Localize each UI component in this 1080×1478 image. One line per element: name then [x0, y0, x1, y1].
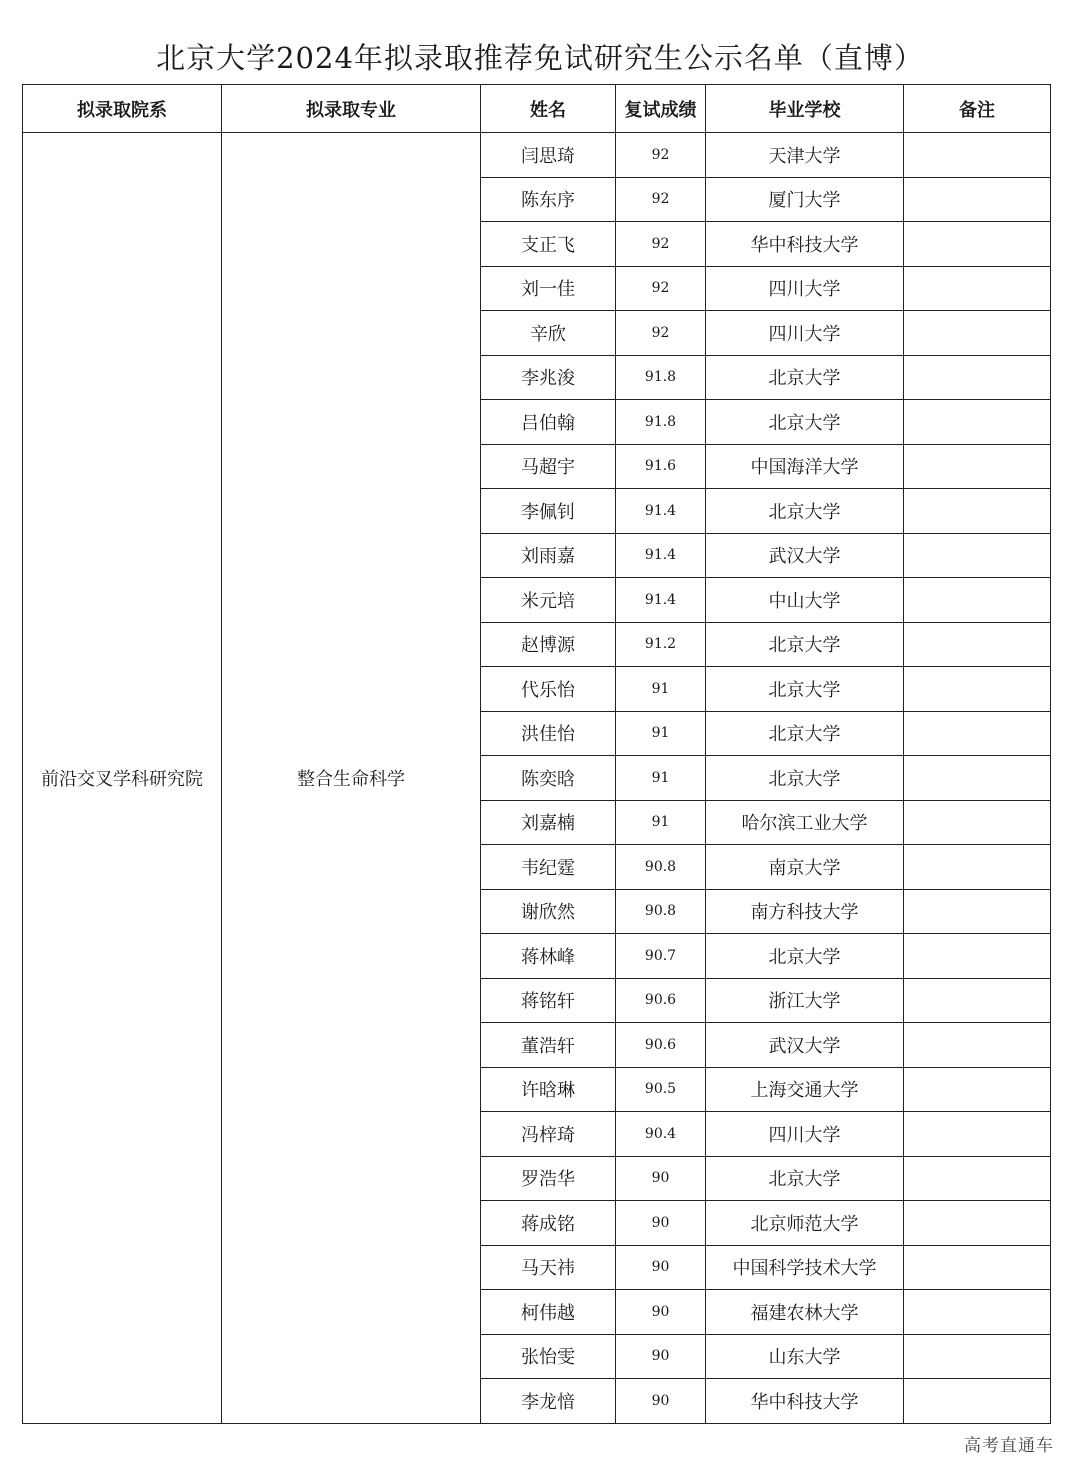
name-cell: 韦纪霆 [481, 845, 616, 890]
note-cell [904, 266, 1051, 311]
school-cell: 四川大学 [706, 266, 904, 311]
name-cell: 辛欣 [481, 311, 616, 356]
table-row [23, 133, 1051, 178]
score-cell: 90 [616, 1334, 706, 1379]
note-cell [904, 978, 1051, 1023]
school-cell: 四川大学 [706, 1112, 904, 1157]
column-header-major: 拟录取专业 [222, 85, 481, 133]
name-cell: 蒋林峰 [481, 934, 616, 979]
score-cell: 90.4 [616, 1112, 706, 1157]
school-cell: 北京大学 [706, 934, 904, 979]
column-header-school: 毕业学校 [706, 85, 904, 133]
school-cell: 中国科学技术大学 [706, 1245, 904, 1290]
school-cell: 上海交通大学 [706, 1067, 904, 1112]
school-cell: 北京大学 [706, 489, 904, 534]
score-cell: 90.6 [616, 1023, 706, 1068]
column-header-score: 复试成绩 [616, 85, 706, 133]
school-cell: 北京师范大学 [706, 1201, 904, 1246]
note-cell [904, 1112, 1051, 1157]
name-cell: 闫思琦 [481, 133, 616, 178]
school-cell: 北京大学 [706, 756, 904, 801]
score-cell: 91.4 [616, 489, 706, 534]
column-header-note: 备注 [904, 85, 1051, 133]
note-cell [904, 667, 1051, 712]
name-cell: 刘一佳 [481, 266, 616, 311]
note-cell [904, 133, 1051, 178]
score-cell: 90.6 [616, 978, 706, 1023]
note-cell [904, 578, 1051, 623]
admission-table [22, 84, 1051, 1424]
name-cell: 谢欣然 [481, 889, 616, 934]
name-cell: 冯梓琦 [481, 1112, 616, 1157]
column-header-department: 拟录取院系 [23, 85, 222, 133]
score-cell: 90.8 [616, 889, 706, 934]
table-header-row [23, 85, 1051, 133]
name-cell: 李兆浚 [481, 355, 616, 400]
name-cell: 刘嘉楠 [481, 800, 616, 845]
note-cell [904, 845, 1051, 890]
school-cell: 北京大学 [706, 622, 904, 667]
school-cell: 北京大学 [706, 400, 904, 445]
page-title: 北京大学2024年拟录取推荐免试研究生公示名单（直博） [156, 41, 924, 75]
note-cell [904, 622, 1051, 667]
note-cell [904, 800, 1051, 845]
school-cell: 武汉大学 [706, 1023, 904, 1068]
school-cell: 华中科技大学 [706, 222, 904, 267]
note-cell [904, 711, 1051, 756]
school-cell: 天津大学 [706, 133, 904, 178]
school-cell: 北京大学 [706, 711, 904, 756]
department-cell: 前沿交叉学科研究院 [23, 133, 222, 1424]
school-cell: 中山大学 [706, 578, 904, 623]
note-cell [904, 1023, 1051, 1068]
school-cell: 浙江大学 [706, 978, 904, 1023]
name-cell: 蒋成铭 [481, 1201, 616, 1246]
note-cell [904, 1067, 1051, 1112]
school-cell: 华中科技大学 [706, 1379, 904, 1424]
name-cell: 洪佳怡 [481, 711, 616, 756]
note-cell [904, 400, 1051, 445]
score-cell: 90.8 [616, 845, 706, 890]
table-body [23, 133, 1051, 1424]
note-cell [904, 355, 1051, 400]
score-cell: 91.4 [616, 578, 706, 623]
name-cell: 陈东序 [481, 177, 616, 222]
score-cell: 92 [616, 133, 706, 178]
note-cell [904, 222, 1051, 267]
name-cell: 刘雨嘉 [481, 533, 616, 578]
school-cell: 南方科技大学 [706, 889, 904, 934]
name-cell: 马超宇 [481, 444, 616, 489]
score-cell: 90 [616, 1201, 706, 1246]
note-cell [904, 1290, 1051, 1335]
score-cell: 92 [616, 311, 706, 356]
school-cell: 武汉大学 [706, 533, 904, 578]
score-cell: 91 [616, 800, 706, 845]
note-cell [904, 756, 1051, 801]
school-cell: 山东大学 [706, 1334, 904, 1379]
school-cell: 北京大学 [706, 355, 904, 400]
score-cell: 90.7 [616, 934, 706, 979]
score-cell: 90.5 [616, 1067, 706, 1112]
name-cell: 米元培 [481, 578, 616, 623]
column-header-name: 姓名 [481, 85, 616, 133]
watermark: 高考直通车 [964, 1436, 1054, 1456]
score-cell: 91.2 [616, 622, 706, 667]
note-cell [904, 1245, 1051, 1290]
score-cell: 92 [616, 177, 706, 222]
name-cell: 许晗琳 [481, 1067, 616, 1112]
score-cell: 91 [616, 667, 706, 712]
school-cell: 北京大学 [706, 667, 904, 712]
score-cell: 90 [616, 1379, 706, 1424]
major-cell: 整合生命科学 [222, 133, 481, 1424]
score-cell: 91.8 [616, 400, 706, 445]
note-cell [904, 444, 1051, 489]
score-cell: 91 [616, 756, 706, 801]
school-cell: 厦门大学 [706, 177, 904, 222]
score-cell: 92 [616, 222, 706, 267]
score-cell: 92 [616, 266, 706, 311]
note-cell [904, 889, 1051, 934]
score-cell: 90 [616, 1156, 706, 1201]
score-cell: 91.4 [616, 533, 706, 578]
note-cell [904, 311, 1051, 356]
note-cell [904, 1334, 1051, 1379]
note-cell [904, 533, 1051, 578]
score-cell: 91.6 [616, 444, 706, 489]
school-cell: 南京大学 [706, 845, 904, 890]
school-cell: 福建农林大学 [706, 1290, 904, 1335]
score-cell: 91 [616, 711, 706, 756]
note-cell [904, 489, 1051, 534]
name-cell: 蒋铭轩 [481, 978, 616, 1023]
note-cell [904, 1156, 1051, 1201]
name-cell: 李龙愔 [481, 1379, 616, 1424]
name-cell: 张怡雯 [481, 1334, 616, 1379]
school-cell: 四川大学 [706, 311, 904, 356]
name-cell: 董浩轩 [481, 1023, 616, 1068]
name-cell: 赵博源 [481, 622, 616, 667]
note-cell [904, 177, 1051, 222]
name-cell: 李佩钊 [481, 489, 616, 534]
score-cell: 91.8 [616, 355, 706, 400]
name-cell: 代乐怡 [481, 667, 616, 712]
note-cell [904, 1201, 1051, 1246]
score-cell: 90 [616, 1290, 706, 1335]
note-cell [904, 1379, 1051, 1424]
name-cell: 马天祎 [481, 1245, 616, 1290]
school-cell: 北京大学 [706, 1156, 904, 1201]
name-cell: 吕伯翰 [481, 400, 616, 445]
name-cell: 陈奕晗 [481, 756, 616, 801]
name-cell: 柯伟越 [481, 1290, 616, 1335]
school-cell: 中国海洋大学 [706, 444, 904, 489]
name-cell: 罗浩华 [481, 1156, 616, 1201]
score-cell: 90 [616, 1245, 706, 1290]
school-cell: 哈尔滨工业大学 [706, 800, 904, 845]
note-cell [904, 934, 1051, 979]
name-cell: 支正飞 [481, 222, 616, 267]
